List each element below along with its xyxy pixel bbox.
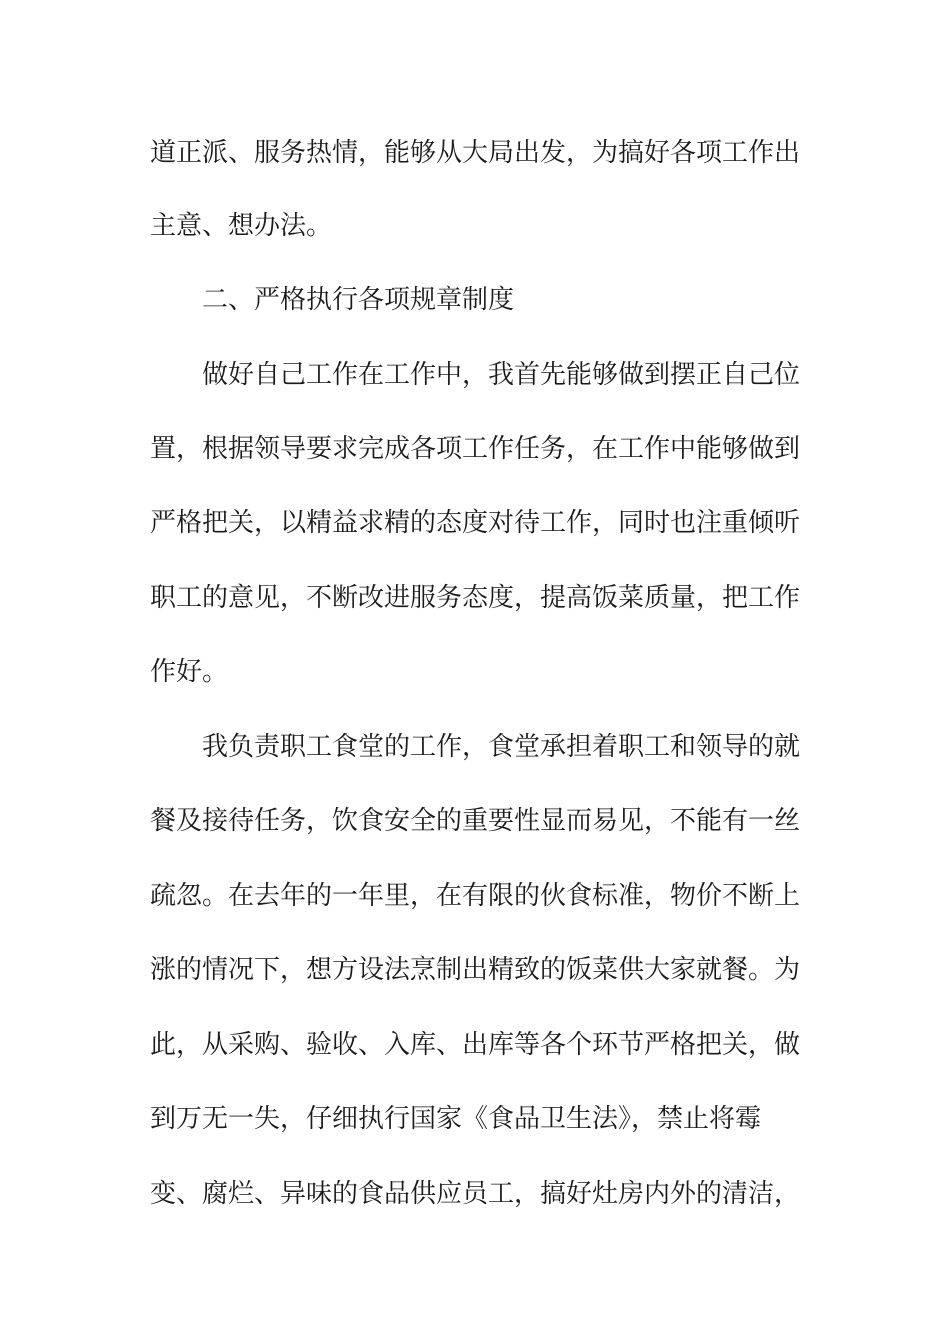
text-line: 做好自己工作在工作中，我首先能够做到摆正自己位: [202, 360, 801, 390]
text-line: 严格把关，以精益求精的态度对待工作，同时也注重倾听: [150, 508, 801, 538]
text-line: 道正派、服务热情，能够从大局出发，为搞好各项工作出: [150, 138, 801, 168]
text-line: 置，根据领导要求完成各项工作任务，在工作中能够做到: [150, 434, 801, 464]
text-line: 疏忽。在去年的一年里，在有限的伙食标准，物价不断上: [150, 881, 801, 911]
text-line: 职工的意见，不断改进服务态度，提高饭菜质量，把工作: [150, 583, 801, 613]
text-line: 变、腐烂、异味的食品供应员工，搞好灶房内外的清洁，: [150, 1179, 801, 1209]
text-line: 主意、想办法。: [150, 211, 333, 241]
text-line: 作好。: [150, 657, 229, 687]
text-line: 到万无一失，仔细执行国家《食品卫生法》，禁止将霉: [150, 1104, 762, 1134]
text-line: 涨的情况下，想方设法烹制出精致的饭菜供大家就餐。为: [150, 955, 801, 985]
text-line: 餐及接待任务，饮食安全的重要性显而易见，不能有一丝: [150, 806, 801, 836]
section-heading: 二、严格执行各项规章制度: [202, 285, 515, 315]
text-line: 我负责职工食堂的工作，食堂承担着职工和领导的就: [202, 732, 801, 762]
text-line: 此，从采购、验收、入库、出库等各个环节严格把关，做: [150, 1030, 801, 1060]
